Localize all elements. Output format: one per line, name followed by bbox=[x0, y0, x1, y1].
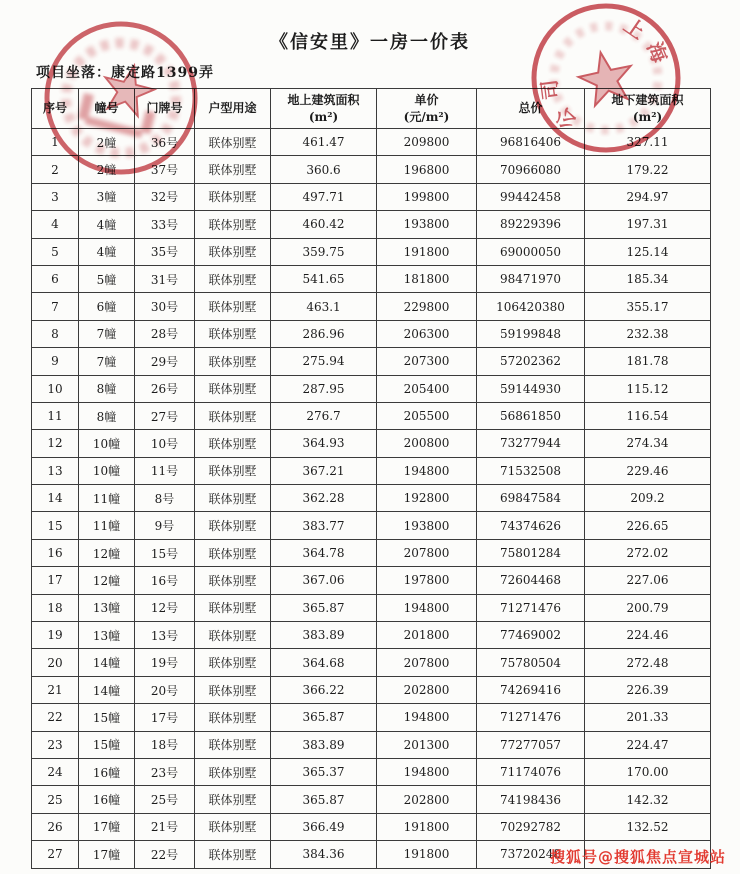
table-row bbox=[32, 375, 711, 402]
table-cell: 226.65 bbox=[585, 512, 711, 539]
table-cell: 200800 bbox=[377, 430, 477, 457]
table-cell: 35号 bbox=[135, 238, 195, 265]
table-cell: 181800 bbox=[377, 265, 477, 292]
table-cell: 115.12 bbox=[585, 375, 711, 402]
table-cell: 207300 bbox=[377, 348, 477, 375]
table-cell: 13幢 bbox=[79, 594, 135, 621]
table-cell: 191800 bbox=[377, 841, 477, 868]
table-cell: 19 bbox=[32, 622, 79, 649]
table-cell: 9 bbox=[32, 348, 79, 375]
table-cell: 359.75 bbox=[271, 238, 377, 265]
table-cell: 194800 bbox=[377, 704, 477, 731]
table-cell: 1 bbox=[32, 129, 79, 156]
table-cell: 197800 bbox=[377, 567, 477, 594]
seal-arc-text-lower: 公司 bbox=[535, 69, 582, 134]
table-cell: 3幢 bbox=[79, 183, 135, 210]
table-cell: 59144930 bbox=[477, 375, 585, 402]
table-cell: 355.17 bbox=[585, 293, 711, 320]
table-cell: 22 bbox=[32, 704, 79, 731]
table-cell: 193800 bbox=[377, 211, 477, 238]
table-cell: 12 bbox=[32, 430, 79, 457]
table-cell: 14幢 bbox=[79, 649, 135, 676]
table-cell: 200.79 bbox=[585, 594, 711, 621]
table-cell: 13幢 bbox=[79, 622, 135, 649]
table-cell: 384.36 bbox=[271, 841, 377, 868]
table-cell: 联体别墅 bbox=[195, 402, 271, 429]
table-cell: 77277057 bbox=[477, 731, 585, 758]
table-cell: 125.14 bbox=[585, 238, 711, 265]
table-cell: 383.77 bbox=[271, 512, 377, 539]
table-cell: 132.52 bbox=[585, 813, 711, 840]
table-cell: 16幢 bbox=[79, 786, 135, 813]
table-cell: 2 bbox=[32, 156, 79, 183]
table-cell: 联体别墅 bbox=[195, 156, 271, 183]
table-cell: 229.46 bbox=[585, 457, 711, 484]
table-cell: 366.49 bbox=[271, 813, 377, 840]
table-cell: 193800 bbox=[377, 512, 477, 539]
table-cell: 联体别墅 bbox=[195, 567, 271, 594]
table-cell: 联体别墅 bbox=[195, 238, 271, 265]
table-cell: 106420380 bbox=[477, 293, 585, 320]
table-cell: 199800 bbox=[377, 183, 477, 210]
table-cell: 360.6 bbox=[271, 156, 377, 183]
table-cell: 70966080 bbox=[477, 156, 585, 183]
table-cell: 362.28 bbox=[271, 485, 377, 512]
table-row bbox=[32, 293, 711, 320]
table-cell: 17号 bbox=[135, 704, 195, 731]
column-header: 门牌号 bbox=[135, 89, 195, 129]
table-cell: 26 bbox=[32, 813, 79, 840]
table-cell: 364.68 bbox=[271, 649, 377, 676]
table-row bbox=[32, 512, 711, 539]
table-cell: 365.87 bbox=[271, 704, 377, 731]
table-cell: 15幢 bbox=[79, 704, 135, 731]
table-cell: 74269416 bbox=[477, 676, 585, 703]
table-cell: 31号 bbox=[135, 265, 195, 292]
table-cell: 229800 bbox=[377, 293, 477, 320]
table-cell: 9号 bbox=[135, 512, 195, 539]
table-cell: 205400 bbox=[377, 375, 477, 402]
table-cell: 10幢 bbox=[79, 430, 135, 457]
table-row bbox=[32, 183, 711, 210]
table-cell: 联体别墅 bbox=[195, 594, 271, 621]
table-cell: 4 bbox=[32, 211, 79, 238]
table-cell: 联体别墅 bbox=[195, 457, 271, 484]
column-header: 地上建筑面积 (m²) bbox=[271, 89, 377, 129]
table-cell: 207800 bbox=[377, 539, 477, 566]
table-cell: 286.96 bbox=[271, 320, 377, 347]
sohu-watermark: 搜狐号@搜狐焦点宣城站 bbox=[549, 848, 726, 866]
table-cell: 185.34 bbox=[585, 265, 711, 292]
table-cell: 联体别墅 bbox=[195, 512, 271, 539]
table-cell: 181.78 bbox=[585, 348, 711, 375]
table-cell: 10号 bbox=[135, 430, 195, 457]
table-cell: 27 bbox=[32, 841, 79, 868]
table-cell: 联体别墅 bbox=[195, 348, 271, 375]
table-cell: 364.93 bbox=[271, 430, 377, 457]
table-cell: 179.22 bbox=[585, 156, 711, 183]
table-cell: 20号 bbox=[135, 676, 195, 703]
table-cell: 272.48 bbox=[585, 649, 711, 676]
table-cell: 196800 bbox=[377, 156, 477, 183]
table-cell: 18 bbox=[32, 594, 79, 621]
table-cell: 11幢 bbox=[79, 512, 135, 539]
table-cell: 56861850 bbox=[477, 402, 585, 429]
table-cell: 5 bbox=[32, 238, 79, 265]
table-cell: 33号 bbox=[135, 211, 195, 238]
table-cell: 21号 bbox=[135, 813, 195, 840]
table-cell: 194800 bbox=[377, 457, 477, 484]
table-cell: 27号 bbox=[135, 402, 195, 429]
table-cell: 23 bbox=[32, 731, 79, 758]
table-row bbox=[32, 704, 711, 731]
table-cell: 71271476 bbox=[477, 704, 585, 731]
table-cell: 287.95 bbox=[271, 375, 377, 402]
table-cell: 57202362 bbox=[477, 348, 585, 375]
table-cell: 275.94 bbox=[271, 348, 377, 375]
table-row bbox=[32, 238, 711, 265]
table-cell: 联体别墅 bbox=[195, 676, 271, 703]
table-cell: 12幢 bbox=[79, 567, 135, 594]
table-cell: 6 bbox=[32, 265, 79, 292]
table-cell: 联体别墅 bbox=[195, 622, 271, 649]
seal-arc-text-upper: 上海 bbox=[619, 12, 676, 75]
table-cell: 6幢 bbox=[79, 293, 135, 320]
table-cell: 8号 bbox=[135, 485, 195, 512]
table-cell: 367.06 bbox=[271, 567, 377, 594]
table-cell: 16 bbox=[32, 539, 79, 566]
table-cell: 15 bbox=[32, 512, 79, 539]
table-cell: 32号 bbox=[135, 183, 195, 210]
table-cell: 227.06 bbox=[585, 567, 711, 594]
table-row bbox=[32, 731, 711, 758]
table-cell: 联体别墅 bbox=[195, 731, 271, 758]
table-cell: 364.78 bbox=[271, 539, 377, 566]
table-cell: 联体别墅 bbox=[195, 129, 271, 156]
column-header: 户型用途 bbox=[195, 89, 271, 129]
table-cell: 联体别墅 bbox=[195, 265, 271, 292]
table-cell: 327.11 bbox=[585, 129, 711, 156]
table-cell: 70292782 bbox=[477, 813, 585, 840]
table-row bbox=[32, 211, 711, 238]
table-row bbox=[32, 156, 711, 183]
table-cell: 23号 bbox=[135, 758, 195, 785]
table-cell: 209800 bbox=[377, 129, 477, 156]
table-cell: 25号 bbox=[135, 786, 195, 813]
table-cell: 224.46 bbox=[585, 622, 711, 649]
table-cell: 15号 bbox=[135, 539, 195, 566]
table-cell: 201300 bbox=[377, 731, 477, 758]
table-row bbox=[32, 676, 711, 703]
table-cell: 497.71 bbox=[271, 183, 377, 210]
table-cell: 201800 bbox=[377, 622, 477, 649]
table-cell: 71532508 bbox=[477, 457, 585, 484]
table-cell: 16幢 bbox=[79, 758, 135, 785]
table-row bbox=[32, 485, 711, 512]
table-row bbox=[32, 813, 711, 840]
table-cell: 30号 bbox=[135, 293, 195, 320]
table-cell: 联体别墅 bbox=[195, 758, 271, 785]
table-row bbox=[32, 539, 711, 566]
table-cell: 74374626 bbox=[477, 512, 585, 539]
table-cell: 联体别墅 bbox=[195, 375, 271, 402]
table-row bbox=[32, 457, 711, 484]
table-cell: 365.37 bbox=[271, 758, 377, 785]
table-cell: 383.89 bbox=[271, 731, 377, 758]
table-cell: 16号 bbox=[135, 567, 195, 594]
table-cell: 11号 bbox=[135, 457, 195, 484]
table-cell: 12号 bbox=[135, 594, 195, 621]
table-cell: 联体别墅 bbox=[195, 813, 271, 840]
table-cell: 365.87 bbox=[271, 594, 377, 621]
table-cell: 59199848 bbox=[477, 320, 585, 347]
column-header: 序号 bbox=[32, 89, 79, 129]
table-cell: 18号 bbox=[135, 731, 195, 758]
table-cell: 75801284 bbox=[477, 539, 585, 566]
table-cell: 8幢 bbox=[79, 402, 135, 429]
table-cell: 7幢 bbox=[79, 320, 135, 347]
table-cell: 73720248 bbox=[477, 841, 585, 868]
table-cell: 联体别墅 bbox=[195, 211, 271, 238]
table-row bbox=[32, 649, 711, 676]
table-cell: 99442458 bbox=[477, 183, 585, 210]
document-title: 《信安里》一房一价表 bbox=[270, 32, 470, 53]
table-row bbox=[32, 129, 711, 156]
table-row bbox=[32, 594, 711, 621]
table-cell: 21 bbox=[32, 676, 79, 703]
table-cell: 192800 bbox=[377, 485, 477, 512]
table-cell: 3 bbox=[32, 183, 79, 210]
table-cell: 463.1 bbox=[271, 293, 377, 320]
table-cell: 17 bbox=[32, 567, 79, 594]
table-cell: 71174076 bbox=[477, 758, 585, 785]
table-cell: 2幢 bbox=[79, 129, 135, 156]
table-cell: 75780504 bbox=[477, 649, 585, 676]
table-cell: 71271476 bbox=[477, 594, 585, 621]
table-row bbox=[32, 758, 711, 785]
table-cell: 116.54 bbox=[585, 402, 711, 429]
table-cell: 2幢 bbox=[79, 156, 135, 183]
table-cell: 联体别墅 bbox=[195, 649, 271, 676]
table-cell: 207800 bbox=[377, 649, 477, 676]
table-cell: 22号 bbox=[135, 841, 195, 868]
table-cell: 205500 bbox=[377, 402, 477, 429]
table-cell: 联体别墅 bbox=[195, 704, 271, 731]
table-cell: 联体别墅 bbox=[195, 539, 271, 566]
table-cell: 28号 bbox=[135, 320, 195, 347]
table-row bbox=[32, 430, 711, 457]
table-cell: 联体别墅 bbox=[195, 183, 271, 210]
table-row bbox=[32, 786, 711, 813]
table-cell: 232.38 bbox=[585, 320, 711, 347]
table-cell: 13号 bbox=[135, 622, 195, 649]
table-row bbox=[32, 402, 711, 429]
table-cell: 联体别墅 bbox=[195, 786, 271, 813]
table-cell: 191800 bbox=[377, 238, 477, 265]
table-cell: 170.00 bbox=[585, 758, 711, 785]
table-cell: 72604468 bbox=[477, 567, 585, 594]
table-cell: 8 bbox=[32, 320, 79, 347]
table-cell: 11幢 bbox=[79, 485, 135, 512]
table-cell: 11 bbox=[32, 402, 79, 429]
table-cell: 98471970 bbox=[477, 265, 585, 292]
table-cell: 联体别墅 bbox=[195, 320, 271, 347]
table-cell: 96816406 bbox=[477, 129, 585, 156]
table-cell: 541.65 bbox=[271, 265, 377, 292]
table-cell: 383.89 bbox=[271, 622, 377, 649]
table-cell: 7幢 bbox=[79, 348, 135, 375]
table-cell: 366.22 bbox=[271, 676, 377, 703]
table-cell: 17幢 bbox=[79, 841, 135, 868]
table-row bbox=[32, 622, 711, 649]
table-cell: 365.87 bbox=[271, 786, 377, 813]
table-cell: 294.97 bbox=[585, 183, 711, 210]
table-cell: 202800 bbox=[377, 676, 477, 703]
table-cell: 367.21 bbox=[271, 457, 377, 484]
table-cell: 20 bbox=[32, 649, 79, 676]
table-row bbox=[32, 567, 711, 594]
table-cell: 194800 bbox=[377, 594, 477, 621]
table-cell: 201.33 bbox=[585, 704, 711, 731]
table-cell: 12幢 bbox=[79, 539, 135, 566]
table-cell: 209.2 bbox=[585, 485, 711, 512]
table-cell: 37号 bbox=[135, 156, 195, 183]
table-cell: 206300 bbox=[377, 320, 477, 347]
table-cell: 26号 bbox=[135, 375, 195, 402]
table-cell: 联体别墅 bbox=[195, 293, 271, 320]
table-cell: 7 bbox=[32, 293, 79, 320]
table-cell: 14 bbox=[32, 485, 79, 512]
table-cell: 89229396 bbox=[477, 211, 585, 238]
table-cell: 19号 bbox=[135, 649, 195, 676]
table-cell: 274.34 bbox=[585, 430, 711, 457]
table-cell: 4幢 bbox=[79, 238, 135, 265]
table-cell: 36号 bbox=[135, 129, 195, 156]
table-cell: 联体别墅 bbox=[195, 430, 271, 457]
table-cell: 69847584 bbox=[477, 485, 585, 512]
table-row bbox=[32, 320, 711, 347]
table-cell: 191800 bbox=[377, 813, 477, 840]
table-cell: 69000050 bbox=[477, 238, 585, 265]
table-cell: 461.47 bbox=[271, 129, 377, 156]
table-cell: 74198436 bbox=[477, 786, 585, 813]
table-cell: 202800 bbox=[377, 786, 477, 813]
column-header: 幢号 bbox=[79, 89, 135, 129]
table-cell: 5幢 bbox=[79, 265, 135, 292]
price-table bbox=[31, 88, 711, 869]
table-cell: 15幢 bbox=[79, 731, 135, 758]
table-cell: 10 bbox=[32, 375, 79, 402]
table-cell: 联体别墅 bbox=[195, 841, 271, 868]
table-cell: 24 bbox=[32, 758, 79, 785]
table-cell: 14幢 bbox=[79, 676, 135, 703]
table-cell: 17幢 bbox=[79, 813, 135, 840]
project-location: 项目坐落：康定路1399弄 bbox=[36, 65, 214, 81]
table-cell: 73277944 bbox=[477, 430, 585, 457]
column-header: 地下建筑面积 (m²) bbox=[585, 89, 711, 129]
table-cell: 276.7 bbox=[271, 402, 377, 429]
table-cell: 460.42 bbox=[271, 211, 377, 238]
table-cell: 77469002 bbox=[477, 622, 585, 649]
column-header: 单价 (元/m²) bbox=[377, 89, 477, 129]
table-cell: 25 bbox=[32, 786, 79, 813]
table-cell: 226.39 bbox=[585, 676, 711, 703]
table-row bbox=[32, 348, 711, 375]
table-cell: 272.02 bbox=[585, 539, 711, 566]
table-cell: 4幢 bbox=[79, 211, 135, 238]
table-cell: 224.47 bbox=[585, 731, 711, 758]
table-cell: 142.32 bbox=[585, 786, 711, 813]
price-table-body bbox=[32, 129, 711, 869]
table-cell: 8幢 bbox=[79, 375, 135, 402]
table-cell: 13 bbox=[32, 457, 79, 484]
table-cell: 197.31 bbox=[585, 211, 711, 238]
table-cell: 29号 bbox=[135, 348, 195, 375]
table-cell: 194800 bbox=[377, 758, 477, 785]
table-cell: 10幢 bbox=[79, 457, 135, 484]
table-cell: 联体别墅 bbox=[195, 485, 271, 512]
column-header: 总价 bbox=[477, 89, 585, 129]
header-row bbox=[32, 89, 711, 129]
table-row bbox=[32, 265, 711, 292]
